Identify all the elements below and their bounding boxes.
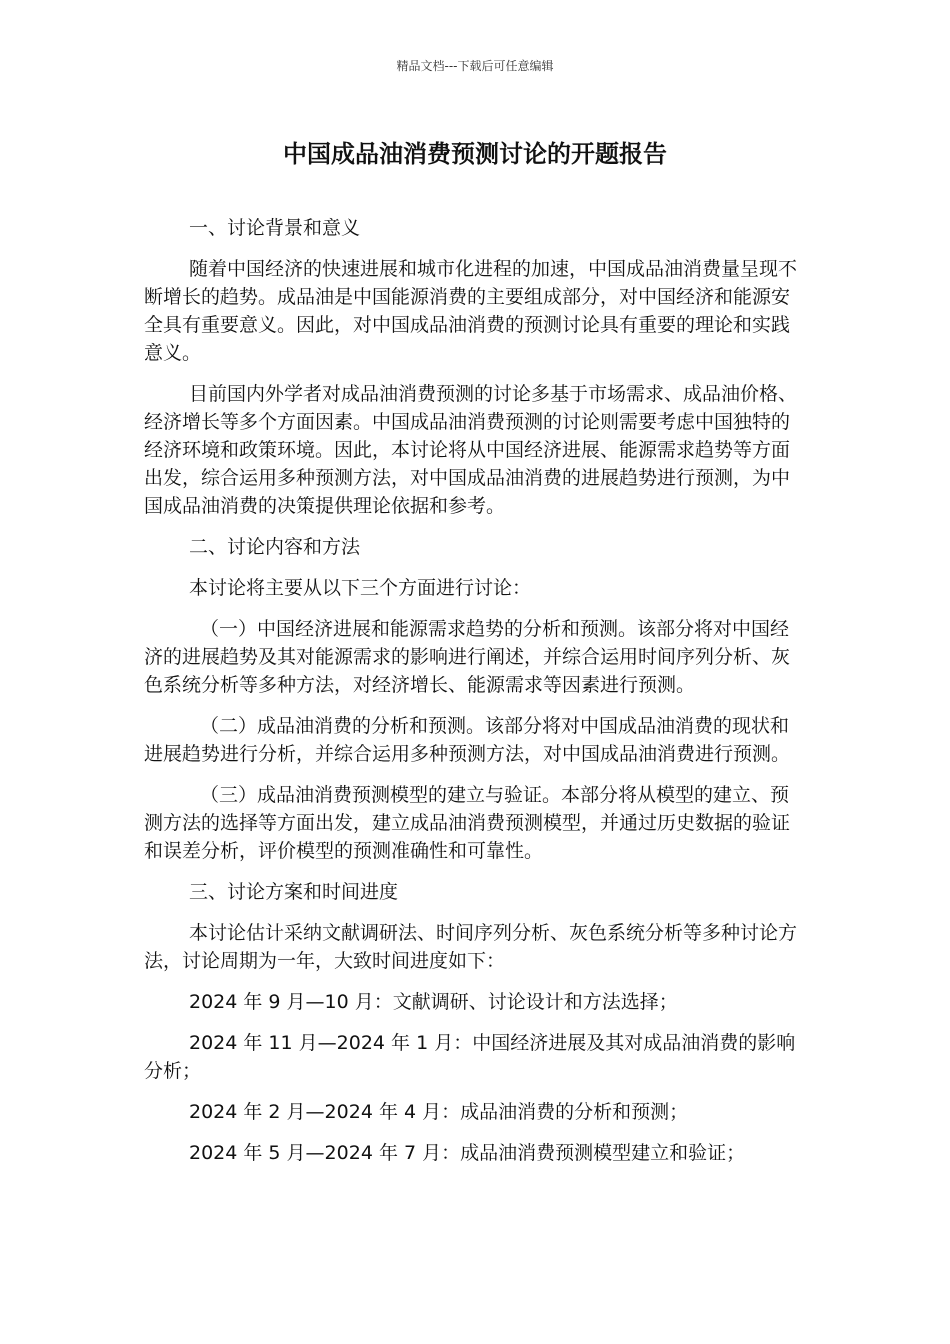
page-header: 精品文档---下载后可任意编辑 [396, 59, 554, 73]
paragraph-research-status: 目前国内外学者对成品油消费预测的讨论多基于市场需求、成品油价格、经济增长等多个方面因素。中国成品油消费预测的讨论则需要考虑中国独特的经济环境和政策环境。因此，本讨论将从中国经济进展、能源需求趋势等方面出发，综合运用多种预测方法，对中国成品油消费的进展趋势进行预测，为中国成品油消费的决策提供理论依据和参考。 [144, 383, 798, 517]
section-heading-content-methods: 二、讨论内容和方法 [189, 536, 361, 558]
paragraph-content-intro: 本讨论将主要从以下三个方面进行讨论： [189, 577, 532, 599]
document-body [144, 214, 800, 1180]
paragraph-plan-intro: 本讨论估计采纳文献调研法、时间序列分析、灰色系统分析等多种讨论方法，讨论周期为一年，大致时间进度如下： [144, 922, 798, 972]
schedule-item: 2024 年 5 月—2024 年 7 月：成品油消费预测模型建立和验证； [189, 1142, 746, 1164]
schedule-item: 2024 年 11 月—2024 年 1 月：中国经济进展及其对成品油消费的影响分析； [144, 1032, 796, 1082]
list-item-oil-consumption: （二）成品油消费的分析和预测。该部分将对中国成品油消费的现状和进展趋势进行分析，并综合运用多种预测方法，对中国成品油消费进行预测。 [144, 715, 791, 765]
list-item-forecast-model: （三）成品油消费预测模型的建立与验证。本部分将从模型的建立、预测方法的选择等方面出发，建立成品油消费预测模型，并通过历史数据的验证和误差分析，评价模型的预测准确性和可靠性。 [144, 784, 791, 862]
paragraph-background: 随着中国经济的快速进展和城市化进程的加速，中国成品油消费量呈现不断增长的趋势。成品油是中国能源消费的主要组成部分，对中国经济和能源安全具有重要意义。因此，对中国成品油消费的预测讨论具有重要的理论和实践意义。 [144, 258, 798, 364]
schedule-item: 2024 年 2 月—2024 年 4 月：成品油消费的分析和预测； [189, 1101, 689, 1123]
section-heading-plan-schedule: 三、讨论方案和时间进度 [189, 881, 399, 903]
schedule-item: 2024 年 9 月—10 月：文献调研、讨论设计和方法选择； [189, 991, 678, 1013]
document-title: 中国成品油消费预测讨论的开题报告 [283, 140, 667, 168]
list-item-economy-energy: （一）中国经济进展和能源需求趋势的分析和预测。该部分将对中国经济的进展趋势及其对能源需求的影响进行阐述，并综合运用时间序列分析、灰色系统分析等多种方法，对经济增长、能源需求等因素进行预测。 [144, 618, 791, 696]
section-heading-background: 一、讨论背景和意义 [189, 217, 361, 239]
